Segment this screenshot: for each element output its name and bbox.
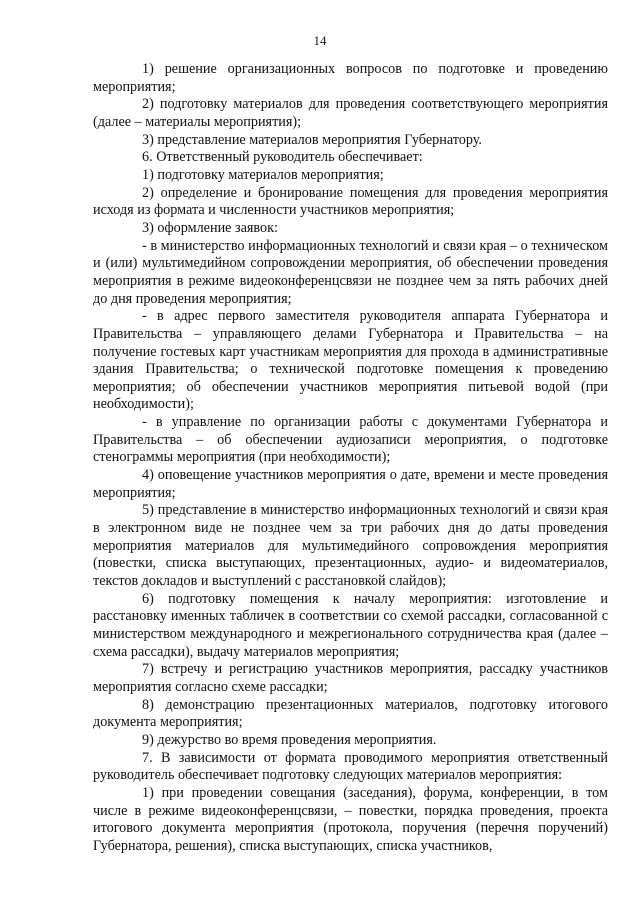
document-body xyxy=(93,61,608,856)
paragraph: 3) представление материалов мероприятия Губернатору. xyxy=(142,131,482,148)
paragraph: 2) определение и бронирование помещения для проведения мероприятия исходя из формата и численности участников мероприятия; xyxy=(93,184,608,219)
paragraph: 7) встречу и регистрацию участников мероприятия, рассадку участников мероприятия согласно схеме рассадки; xyxy=(93,661,608,695)
paragraph: 3) оформление заявок: xyxy=(142,219,278,236)
paragraph: 9) дежурство во время проведения мероприятия. xyxy=(142,731,437,748)
paragraph: 8) демонстрацию презентационных материалов, подготовку итогового документа мероприятия; xyxy=(93,696,608,731)
page-number: 14 xyxy=(313,33,327,48)
paragraph: 1) решение организационных вопросов по подготовке и проведению мероприятия; xyxy=(93,61,608,95)
paragraph: - в адрес первого заместителя руководителя аппарата Губернатора и Правительства – управляющего делами Губернатора и Правительства – на получение гостевых карт участникам мероприятия для прохода в административные здания Правительства; о технической подготовке помещения к проведению мероприятия; об обеспечении участников мероприятия питьевой водой (при необходимости); xyxy=(93,308,608,413)
paragraph: 1) подготовку материалов мероприятия; xyxy=(142,166,384,183)
paragraph: 6) подготовку помещения к началу мероприятия: изготовление и расстановку именных табличек в соответствии со схемой рассадки, согласованной с министерством международного и межрегионального сотрудничества края (далее – схема рассадки), выдачу материалов мероприятия; xyxy=(93,590,608,660)
paragraph: 1) при проведении совещания (заседания), форума, конференции, в том числе в режиме видеоконференцсвязи, – повестки, порядка проведения, проекта итогового документа мероприятия (протокола, поручения (перечня поручений) Губернатора, решения), списка выступающих, списка участников, xyxy=(93,784,608,854)
paragraph: 2) подготовку материалов для проведения соответствующего мероприятия (далее – материалы мероприятия); xyxy=(93,96,608,130)
paragraph: 5) представление в министерство информационных технологий и связи края в электронном виде не позднее чем за три рабочих дня до даты проведения мероприятия материалов для мультимедийного сопровождения мероприятия (повестки, списка выступающих, презентационных, аудио- и видеоматериалов, текстов докладов и выступлений с расстановкой слайдов); xyxy=(93,502,608,590)
paragraph: 7. В зависимости от формата проводимого мероприятия ответственный руководитель обеспечивает подготовку следующих материалов мероприятия: xyxy=(93,749,608,784)
paragraph: - в управление по организации работы с документами Губернатора и Правительства – об обеспечении аудиозаписи мероприятия, о подготовке стенограммы мероприятия (при необходимости); xyxy=(93,414,608,466)
paragraph: - в министерство информационных технологий и связи края – о техническом и (или) мультимедийном сопровождении мероприятия, об обеспечении проведения мероприятия в режиме видеоконференцсвязи не позднее чем за пять рабочих дней до дня проведения мероприятия; xyxy=(93,237,608,307)
paragraph: 6. Ответственный руководитель обеспечивает: xyxy=(142,149,423,166)
paragraph: 4) оповещение участников мероприятия о дате, времени и месте проведения мероприятия; xyxy=(93,467,608,501)
